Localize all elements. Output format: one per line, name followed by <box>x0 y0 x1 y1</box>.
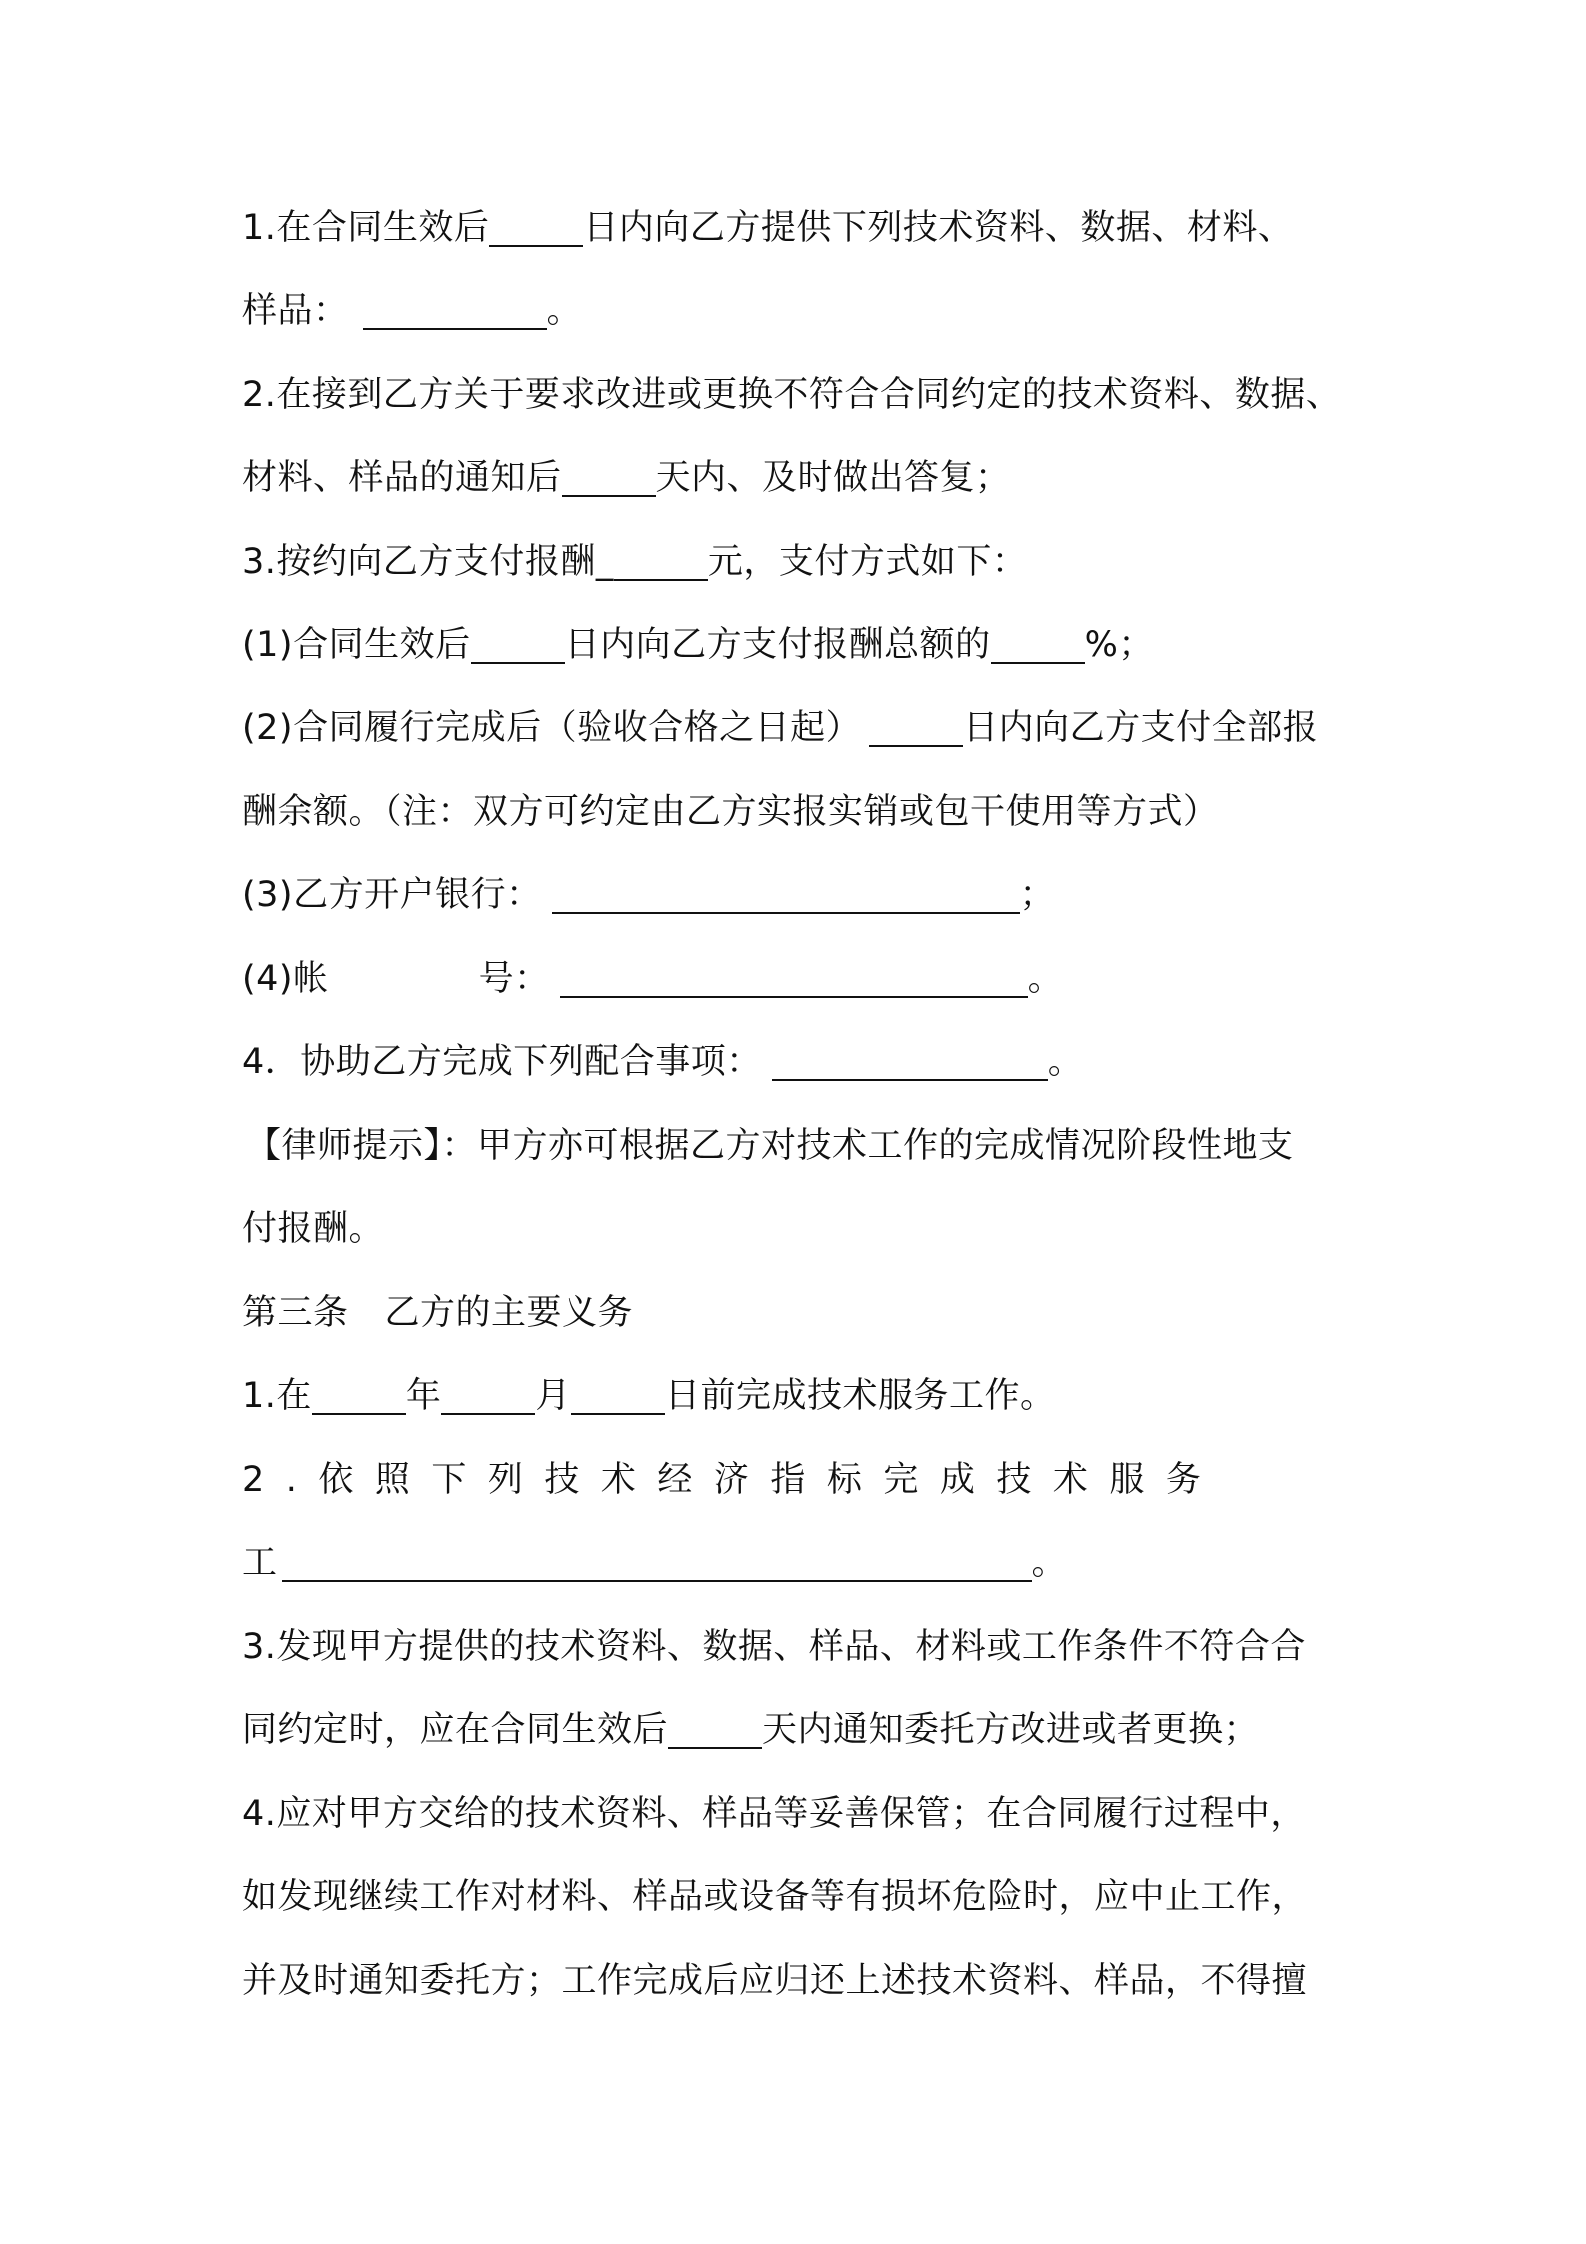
text-line-22 <box>242 1956 1307 2006</box>
text-line-13 <box>242 1204 384 1254</box>
text-line-19 <box>242 1705 1259 1755</box>
text-line-6 <box>242 620 1154 670</box>
blank-underline <box>363 292 547 330</box>
text-line-17 <box>242 1538 1067 1588</box>
text-segment: 如发现继续工作对材料、样品或设备等有损坏危险时，应中止工作， <box>242 1877 1308 1917</box>
text-line-2 <box>242 286 582 336</box>
blank-underline <box>991 626 1085 664</box>
text-segment: ； <box>1019 875 1056 915</box>
blank-underline <box>668 1711 762 1749</box>
text-segment: (4)帐 <box>242 959 329 999</box>
text-segment: 号： <box>478 959 550 999</box>
text-segment: 工 <box>242 1543 278 1583</box>
text-line-14 <box>242 1288 633 1338</box>
blank-underline <box>560 960 1028 998</box>
text-segment: 。 <box>1047 1042 1084 1082</box>
text-segment: 4．协助乙方完成下列配合事项： <box>242 1042 762 1082</box>
blank-underline <box>489 209 583 247</box>
text-segment: 日内向乙方提供下列技术资料、数据、材料、 <box>583 208 1294 248</box>
text-line-9 <box>242 870 1055 920</box>
blank-underline <box>312 1377 406 1415</box>
text-segment: (3)乙方开户银行： <box>242 875 542 915</box>
text-line-5 <box>242 537 1027 587</box>
text-line-7 <box>242 703 1318 753</box>
text-segment: 年 <box>405 1376 442 1416</box>
text-line-12 <box>246 1121 1294 1171</box>
text-segment: 2.依照下列技术经济指标完成技术服务 <box>242 1460 1223 1500</box>
text-line-8 <box>242 787 1219 837</box>
text-segment: 1.在 <box>242 1376 312 1416</box>
text-segment: 。 <box>1031 1543 1068 1583</box>
blank-underline <box>571 1377 665 1415</box>
blank-underline <box>772 1043 1048 1081</box>
text-segment: 日内向乙方支付全部报 <box>963 708 1319 748</box>
text-line-4 <box>242 453 1011 503</box>
text-segment: 并及时通知委托方；工作完成后应归还上述技术资料、样品，不得擅 <box>242 1961 1308 2001</box>
text-line-10 <box>242 954 1063 1004</box>
text-line-16 <box>242 1455 1222 1505</box>
blank-underline <box>552 876 1020 914</box>
text-line-1 <box>242 203 1293 253</box>
text-segment: (1)合同生效后 <box>242 625 471 665</box>
text-segment: 日内向乙方支付报酬总额的 <box>564 625 991 665</box>
text-segment: 2.在接到乙方关于要求改进或更换不符合合同约定的技术资料、数据、 <box>242 375 1342 415</box>
article-heading: 第三条 <box>242 1293 349 1333</box>
text-segment: 3.发现甲方提供的技术资料、数据、样品、材料或工作条件不符合合 <box>242 1627 1306 1667</box>
text-segment: %； <box>1084 625 1154 665</box>
text-segment: 天内通知委托方改进或者更换； <box>762 1710 1260 1750</box>
text-segment: 材料、样品的通知后 <box>242 458 562 498</box>
text-segment: (2)合同履行完成后（验收合格之日起） <box>242 708 862 748</box>
blank-underline <box>471 626 565 664</box>
text-segment: 。 <box>546 291 583 331</box>
blank-underline <box>282 1544 1032 1582</box>
text-segment: 日前完成技术服务工作。 <box>664 1376 1056 1416</box>
blank-underline <box>614 543 708 581</box>
blank-underline <box>562 459 656 497</box>
text-line-3 <box>242 370 1341 420</box>
text-segment: 元，支付方式如下： <box>707 542 1028 582</box>
text-line-21 <box>242 1872 1307 1922</box>
text-segment: 3.按约向乙方支付报酬_ <box>242 542 614 582</box>
text-segment: 同约定时，应在合同生效后 <box>242 1710 669 1750</box>
text-line-18 <box>242 1622 1306 1672</box>
text-segment: 【律师提示】：甲方亦可根据乙方对技术工作的完成情况阶段性地支 <box>246 1126 1294 1166</box>
blank-underline <box>441 1377 535 1415</box>
text-line-15 <box>242 1371 1055 1421</box>
blank-underline <box>869 709 963 747</box>
text-segment: 付报酬。 <box>242 1209 385 1249</box>
text-segment: 月 <box>535 1376 571 1416</box>
text-line-20 <box>242 1789 1306 1839</box>
text-segment: 乙方的主要义务 <box>384 1293 634 1333</box>
text-segment: 。 <box>1027 959 1064 999</box>
text-line-11 <box>242 1037 1083 1087</box>
text-segment: 1.在合同生效后 <box>242 208 490 248</box>
text-segment: 天内、及时做出答复； <box>655 458 1011 498</box>
text-segment: 酬余额。（注：双方可约定由乙方实报实销或包干使用等方式） <box>242 792 1219 832</box>
text-segment: 4.应对甲方交给的技术资料、样品等妥善保管；在合同履行过程中， <box>242 1794 1306 1834</box>
text-segment: 样品： <box>242 291 349 331</box>
